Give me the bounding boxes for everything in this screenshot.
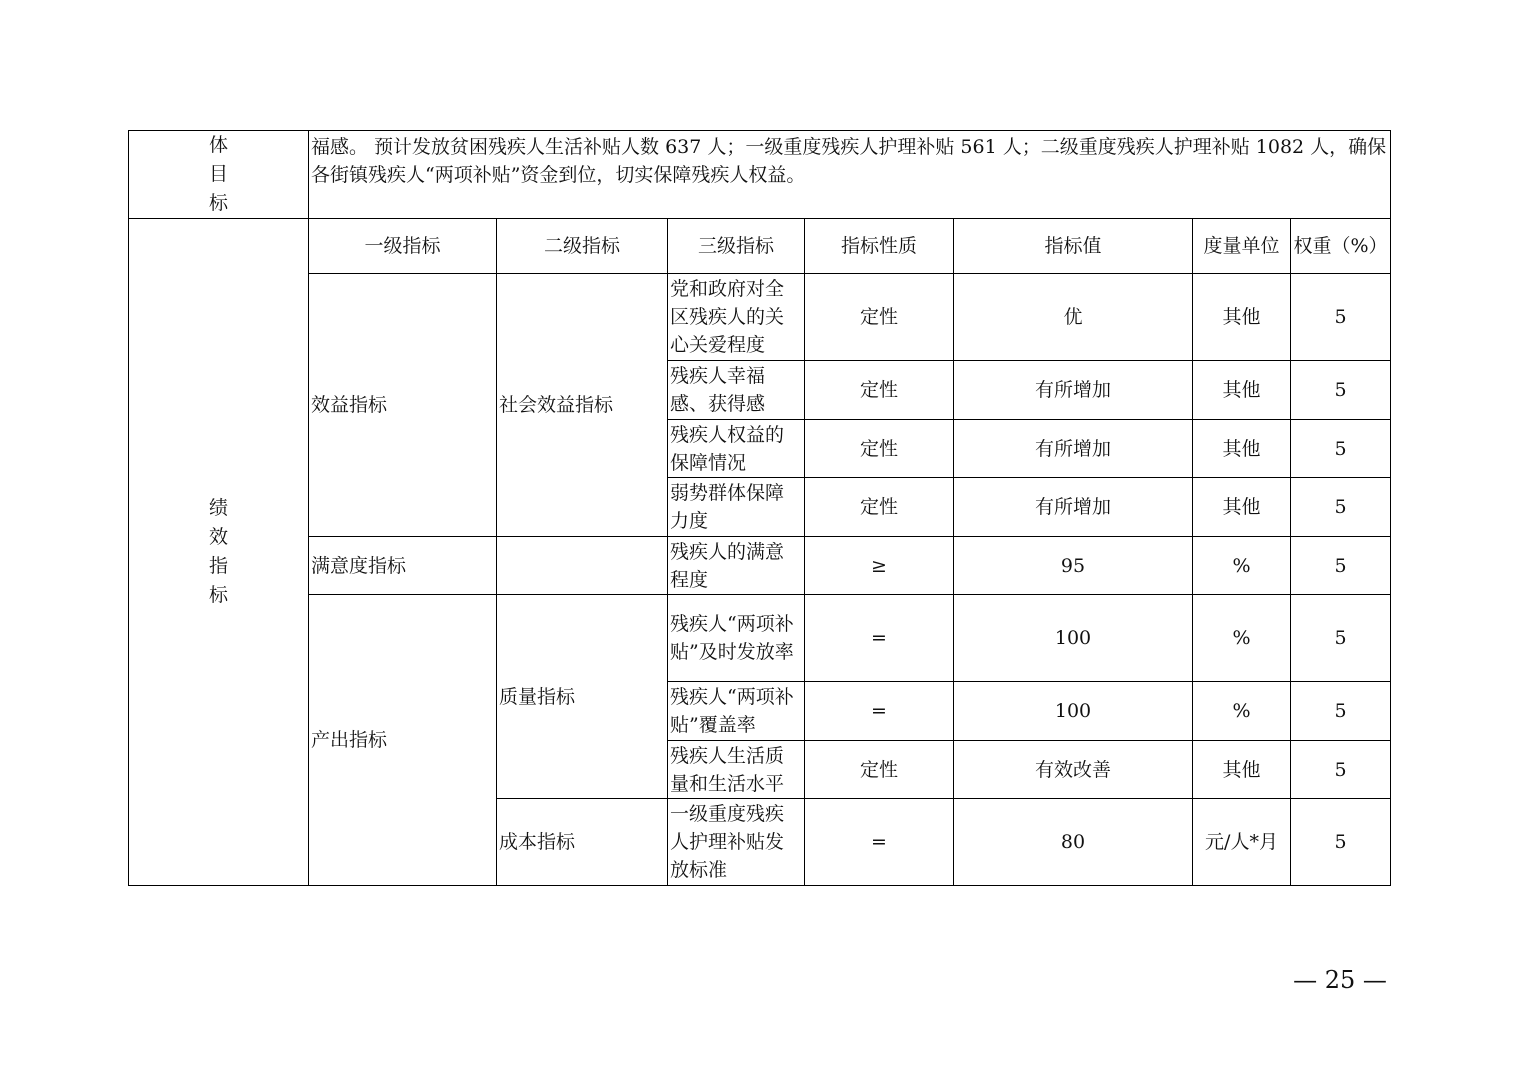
- indicator-value: 95: [954, 537, 1193, 595]
- indicator-value: 100: [954, 595, 1193, 682]
- header-value: 指标值: [954, 219, 1193, 274]
- indicator-value: 优: [954, 274, 1193, 361]
- indicator-nature: 定性: [805, 420, 954, 478]
- empty-cell: [497, 537, 668, 595]
- indicator-nature: 定性: [805, 361, 954, 420]
- indicator-nature: =: [805, 682, 954, 741]
- goal-label-char: 体: [208, 134, 228, 156]
- performance-label-char: 标: [208, 584, 228, 606]
- indicator-value: 有所增加: [954, 478, 1193, 537]
- indicator-nature: ≥: [805, 537, 954, 595]
- indicator-weight: 5: [1291, 478, 1391, 537]
- header-nature: 指标性质: [805, 219, 954, 274]
- performance-label-char: 效: [208, 526, 228, 548]
- indicator-unit: %: [1193, 537, 1291, 595]
- group-benefit: 效益指标: [309, 274, 497, 537]
- indicator-unit: 其他: [1193, 274, 1291, 361]
- indicator-value: 80: [954, 799, 1193, 886]
- indicator-unit: 其他: [1193, 420, 1291, 478]
- indicator-weight: 5: [1291, 537, 1391, 595]
- indicator-weight: 5: [1291, 682, 1391, 741]
- goal-text: 福感。 预计发放贫困残疾人生活补贴人数 637 人；一级重度残疾人护理补贴 561 人；二级重度残疾人护理补贴 1082 人，确保各街镇残疾人“两项补贴”资金到位，切实保障残疾人权益。: [309, 131, 1391, 219]
- indicator-unit: 其他: [1193, 478, 1291, 537]
- indicator-value: 有所增加: [954, 361, 1193, 420]
- indicator-name: 弱势群体保障力度: [668, 478, 805, 537]
- indicator-unit: 其他: [1193, 741, 1291, 799]
- performance-label-char: 指: [208, 555, 228, 577]
- header-level3: 三级指标: [668, 219, 805, 274]
- header-level2: 二级指标: [497, 219, 668, 274]
- group-output: 产出指标: [309, 595, 497, 886]
- group-cost: 成本指标: [497, 799, 668, 886]
- indicator-nature: 定性: [805, 274, 954, 361]
- indicator-weight: 5: [1291, 274, 1391, 361]
- header-weight: 权重（%）: [1291, 219, 1391, 274]
- performance-label-char: 绩: [208, 497, 228, 519]
- performance-goal-table: [128, 130, 1391, 886]
- indicator-unit: %: [1193, 595, 1291, 682]
- group-satisfaction: 满意度指标: [309, 537, 497, 595]
- indicator-weight: 5: [1291, 741, 1391, 799]
- indicator-weight: 5: [1291, 420, 1391, 478]
- performance-label-cell: [129, 219, 309, 886]
- page-number: — 25 —: [1293, 966, 1387, 994]
- table-row: [129, 595, 1391, 682]
- indicator-nature: 定性: [805, 741, 954, 799]
- indicator-name: 残疾人生活质量和生活水平: [668, 741, 805, 799]
- group-quality: 质量指标: [497, 595, 668, 799]
- indicator-unit: 元/人*月: [1193, 799, 1291, 886]
- group-social-benefit: 社会效益指标: [497, 274, 668, 537]
- indicator-name: 一级重度残疾人护理补贴发放标准: [668, 799, 805, 886]
- goal-label-cell: [129, 131, 309, 219]
- indicator-unit: %: [1193, 682, 1291, 741]
- indicator-nature: =: [805, 799, 954, 886]
- goal-label-char: 目: [208, 163, 228, 185]
- indicator-name: 党和政府对全区残疾人的关心关爱程度: [668, 274, 805, 361]
- indicator-name: 残疾人“两项补贴”覆盖率: [668, 682, 805, 741]
- indicator-unit: 其他: [1193, 361, 1291, 420]
- indicator-nature: 定性: [805, 478, 954, 537]
- indicator-name: 残疾人“两项补贴”及时发放率: [668, 595, 805, 682]
- indicator-name: 残疾人权益的保障情况: [668, 420, 805, 478]
- header-level1: 一级指标: [309, 219, 497, 274]
- indicator-value: 有效改善: [954, 741, 1193, 799]
- table-row: [129, 537, 1391, 595]
- indicator-weight: 5: [1291, 361, 1391, 420]
- indicator-name: 残疾人幸福感、获得感: [668, 361, 805, 420]
- indicator-value: 100: [954, 682, 1193, 741]
- table-row: [129, 274, 1391, 361]
- indicator-value: 有所增加: [954, 420, 1193, 478]
- header-unit: 度量单位: [1193, 219, 1291, 274]
- indicator-nature: =: [805, 595, 954, 682]
- indicator-weight: 5: [1291, 799, 1391, 886]
- indicator-name: 残疾人的满意程度: [668, 537, 805, 595]
- goal-label-char: 标: [208, 192, 228, 214]
- indicator-weight: 5: [1291, 595, 1391, 682]
